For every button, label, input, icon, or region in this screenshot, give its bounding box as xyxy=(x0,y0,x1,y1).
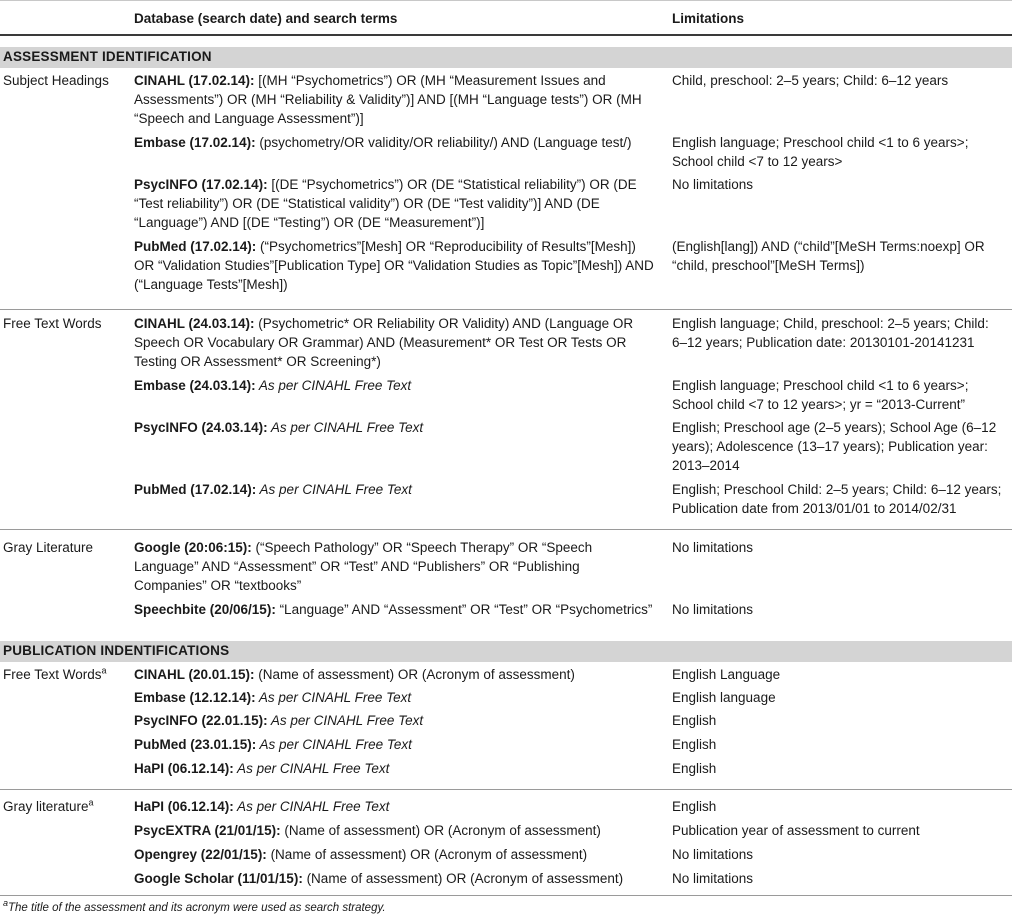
group-label xyxy=(3,797,128,816)
column-header-database: Database (search date) and search terms xyxy=(134,11,398,26)
limitations-cell: English language; Preschool child <1 to 6 years>; School child <7 to 12 years>; yr = “2013-Current” xyxy=(672,378,969,412)
section-title: ASSESSMENT IDENTIFICATION xyxy=(3,49,212,64)
group-label-text: Subject Headings xyxy=(3,73,109,88)
search-terms-cell xyxy=(134,665,654,684)
database-name: PubMed (23.01.15): xyxy=(134,737,257,752)
search-terms: As per CINAHL Free Text xyxy=(267,713,424,728)
search-terms-cell xyxy=(134,688,654,707)
section-header-publication xyxy=(0,641,1012,662)
footnote-marker: a xyxy=(101,665,107,676)
database-name: HaPI (06.12.14): xyxy=(134,799,234,814)
search-terms: As per CINAHL Free Text xyxy=(256,482,412,497)
database-name: CINAHL (20.01.15): xyxy=(134,667,255,682)
search-terms: As per CINAHL Free Text xyxy=(255,690,412,705)
limitations-cell: No limitations xyxy=(672,540,754,555)
search-terms: (Name of assessment) OR (Acronym of assessment) xyxy=(302,871,624,886)
search-terms: As per CINAHL Free Text xyxy=(256,737,412,752)
search-terms-cell xyxy=(134,237,654,294)
group-label xyxy=(3,314,128,333)
group-divider xyxy=(0,789,1012,790)
search-terms: As per CINAHL Free Text xyxy=(233,799,390,814)
search-terms-cell xyxy=(134,869,654,888)
limitations-cell: (English[lang]) AND (“child”[MeSH Terms:noexp] OR “child, preschool”[MeSH Terms]) xyxy=(672,239,985,273)
group-label-text: Gray literature xyxy=(3,799,89,814)
limitations-cell: English language xyxy=(672,690,776,705)
footnote-text: The title of the assessment and its acronym were used as search strategy. xyxy=(8,902,386,914)
limitations-cell: English xyxy=(672,713,717,728)
group-label xyxy=(3,665,128,684)
footnote-marker: a xyxy=(88,797,94,808)
section-header-assessment xyxy=(0,47,1012,68)
limitations-cell: English; Preschool Child: 2–5 years; Child: 6–12 years; Publication date from 2013/01/01 to 2014/02/31 xyxy=(672,482,1002,516)
group-label xyxy=(3,71,128,90)
search-terms: (psychometry/OR validity/OR reliability/) AND (Language test/) xyxy=(255,135,632,150)
limitations-cell: English xyxy=(672,761,717,776)
search-terms: (“Psychometrics”[Mesh] OR “Reproducibility of Results”[Mesh]) OR “Validation Studies”[Publication Type] OR “Validation Studies as Topic”[Mesh]) AND (“Language Tests”[Mesh]) xyxy=(134,239,654,292)
database-name: CINAHL (17.02.14): xyxy=(134,73,255,88)
search-terms: (Name of assessment) OR (Acronym of assessment) xyxy=(280,823,601,838)
search-terms-cell xyxy=(134,600,654,619)
group-divider xyxy=(0,309,1012,310)
group-label xyxy=(3,538,128,557)
search-terms-cell xyxy=(134,845,654,864)
limitations-cell: English; Preschool age (2–5 years); School Age (6–12 years); Adolescence (13–17 years); Publication year: 2013–2014 xyxy=(672,420,997,473)
search-terms-cell xyxy=(134,797,654,816)
limitations-cell: English language; Preschool child <1 to 6 years>; School child <7 to 12 years> xyxy=(672,135,969,169)
limitations-cell: English xyxy=(672,737,717,752)
database-name: PsycINFO (24.03.14): xyxy=(134,420,268,435)
database-name: PsycINFO (22.01.15): xyxy=(134,713,268,728)
search-terms: “Language” AND “Assessment” OR “Test” OR “Psychometrics” xyxy=(275,602,653,617)
search-terms-cell xyxy=(134,735,654,754)
section-title: PUBLICATION INDENTIFICATIONS xyxy=(3,643,230,658)
group-label-text: Free Text Words xyxy=(3,316,102,331)
database-name: PsycINFO (17.02.14): xyxy=(134,177,268,192)
group-label-text: Gray Literature xyxy=(3,540,94,555)
limitations-cell: No limitations xyxy=(672,871,754,886)
search-terms: (Name of assessment) OR (Acronym of assessment) xyxy=(266,847,588,862)
search-terms-cell xyxy=(134,133,654,152)
database-name: HaPI (06.12.14): xyxy=(134,761,234,776)
limitations-cell: No limitations xyxy=(672,847,754,862)
limitations-cell: English xyxy=(672,799,717,814)
limitations-cell: English language; Child, preschool: 2–5 years; Child: 6–12 years; Publication date: 20130101-20141231 xyxy=(672,316,989,350)
search-terms-cell xyxy=(134,418,654,437)
search-terms: [(MH “Psychometrics”) OR (MH “Measurement Issues and Assessments”) OR (MH “Reliability & Validity”)] AND [(MH “Language tests”) OR (MH “Speech and Language Assessment”)] xyxy=(134,73,642,126)
database-name: Google (20:06:15): xyxy=(134,540,252,555)
search-terms: (Name of assessment) OR (Acronym of assessment) xyxy=(254,667,575,682)
limitations-cell: Publication year of assessment to current xyxy=(672,823,920,838)
search-terms: (Psychometric* OR Reliability OR Validity) AND (Language OR Speech OR Vocabulary OR Grammar) AND (Measurement* OR Test OR Tests OR Testing OR Assessment* OR Screening*) xyxy=(134,316,634,369)
database-name: Opengrey (22/01/15): xyxy=(134,847,267,862)
limitations-cell: No limitations xyxy=(672,177,754,192)
search-terms: (“Speech Pathology” OR “Speech Therapy” OR “Speech Language” AND “Assessment” OR “Test” AND “Publishers” OR “Publishing Companies” OR “textbooks” xyxy=(134,540,593,593)
database-name: PsycEXTRA (21/01/15): xyxy=(134,823,281,838)
database-name: PubMed (17.02.14): xyxy=(134,239,257,254)
database-name: Embase (24.03.14): xyxy=(134,378,256,393)
search-terms-cell xyxy=(134,71,654,128)
database-name: CINAHL (24.03.14): xyxy=(134,316,255,331)
search-terms: As per CINAHL Free Text xyxy=(267,420,424,435)
search-terms: As per CINAHL Free Text xyxy=(233,761,390,776)
search-terms-cell xyxy=(134,314,654,371)
search-terms-cell xyxy=(134,538,654,595)
search-terms-cell xyxy=(134,759,654,778)
search-terms-cell xyxy=(134,376,654,395)
search-terms-cell xyxy=(134,480,654,499)
search-terms: As per CINAHL Free Text xyxy=(255,378,412,393)
table-bottom-rule xyxy=(0,895,1012,896)
search-terms-cell xyxy=(134,821,654,840)
limitations-cell: Child, preschool: 2–5 years; Child: 6–12 years xyxy=(672,73,949,88)
table-header xyxy=(0,0,1012,36)
database-name: Speechbite (20/06/15): xyxy=(134,602,276,617)
footnote-marker: a xyxy=(3,898,9,909)
group-divider xyxy=(0,529,1012,530)
search-terms-cell xyxy=(134,711,654,730)
search-terms: [(DE “Psychometrics”) OR (DE “Statistical reliability”) OR (DE “Test reliability”) OR (DE “Statistical validity”) OR (DE “Test validity”)] AND (DE “Language”) AND [(DE “Testing”) OR (DE “Measurement”)] xyxy=(134,177,637,230)
footnote xyxy=(3,898,386,914)
database-name: PubMed (17.02.14): xyxy=(134,482,257,497)
column-header-limitations: Limitations xyxy=(672,11,745,26)
group-label-text: Free Text Words xyxy=(3,667,102,682)
database-name: Embase (12.12.14): xyxy=(134,690,256,705)
database-name: Google Scholar (11/01/15): xyxy=(134,871,303,886)
database-name: Embase (17.02.14): xyxy=(134,135,256,150)
limitations-cell: English Language xyxy=(672,667,781,682)
search-terms-cell xyxy=(134,175,654,232)
limitations-cell: No limitations xyxy=(672,602,754,617)
